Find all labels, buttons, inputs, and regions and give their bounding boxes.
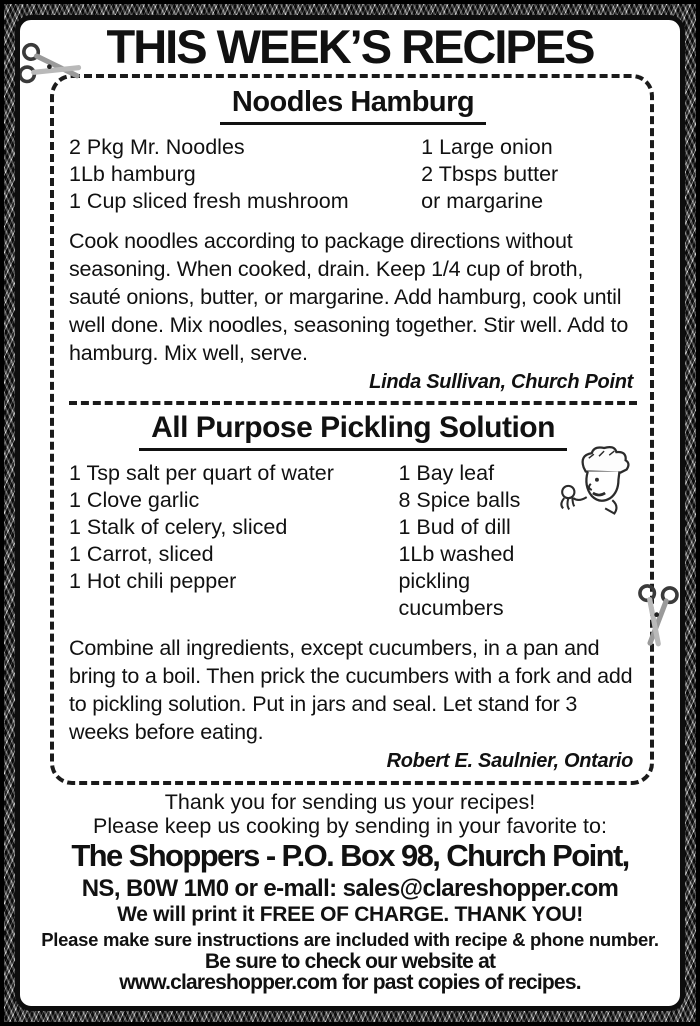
instructions-note: Please make sure instructions are included with recipe & phone number. <box>41 928 659 950</box>
thanks-line: Thank you for sending us your recipes! <box>164 790 536 815</box>
textured-border <box>4 4 696 1022</box>
ingredient-item: or margarine <box>421 189 544 214</box>
ingredient-item: 1Lb hamburg <box>69 161 196 186</box>
scissors-icon <box>15 39 88 101</box>
ingredient-item: 2 Pkg Mr. Noodles <box>69 134 245 159</box>
ingredient-item: 1 Bud of dill <box>398 514 511 539</box>
recipe-title: Noodles Hamburg <box>69 86 637 125</box>
ingredient-item: 1 Carrot, sliced <box>69 542 214 567</box>
free-of-charge-line: We will print it FREE OF CHARGE. THANK YOU! <box>117 903 583 927</box>
website-line-1: Be sure to check our website at <box>204 949 496 973</box>
ingredient-list-left <box>69 460 398 622</box>
recipe-noodles-hamburg <box>69 86 637 394</box>
recipe-attribution: Linda Sullivan, Church Point <box>369 370 633 393</box>
chef-illustration <box>555 444 643 540</box>
ingredient-list-left <box>69 134 421 215</box>
white-panel <box>15 15 685 1011</box>
ingredient-list-right <box>421 134 637 215</box>
recipe-pickling-solution <box>69 411 637 773</box>
ingredient-columns <box>69 134 637 215</box>
address-line-2: NS, B0W 1M0 or e-mall: sales@clareshopper.com <box>81 874 619 902</box>
recipe-title: All Purpose Pickling Solution <box>69 411 637 451</box>
ingredient-item: 1 Hot chili pepper <box>69 569 237 594</box>
ingredient-item: 8 Spice balls <box>398 487 521 512</box>
address-line-1: The Shoppers - P.O. Box 98, Church Point, <box>71 838 629 874</box>
dashed-divider <box>69 401 637 405</box>
ingredient-item: 1 Cup sliced fresh mushroom <box>69 189 349 214</box>
recipe-instructions: Combine all ingredients, except cucumbers, in a pan and bring to a boil. Then prick the cucumbers with a fork and add to pickling solution. Put in jars and seal. Let stand for 3 weeks before eating. <box>69 636 633 745</box>
recipe-coupon <box>50 74 654 785</box>
ingredient-item: 1 Tsp salt per quart of water <box>69 460 334 485</box>
page-title: THIS WEEK’S RECIPES <box>106 20 594 73</box>
website-line-2: www.clareshopper.com for past copies of recipes. <box>119 970 581 994</box>
ingredient-item: 1 Large onion <box>421 134 553 159</box>
ingredient-item: 1 Bay leaf <box>398 460 495 485</box>
ingredient-item: 1 Clove garlic <box>69 487 200 512</box>
ingredient-item: 2 Tbsps butter <box>421 161 559 186</box>
ingredient-columns <box>69 460 637 622</box>
scissors-icon <box>626 582 683 652</box>
submission-footer <box>20 791 680 994</box>
ingredient-item: 1Lb washed pickling cucumbers <box>398 542 515 621</box>
recipe-attribution: Robert E. Saulnier, Ontario <box>386 750 633 773</box>
ingredient-item: 1 Stalk of celery, sliced <box>69 514 288 539</box>
recipe-instructions: Cook noodles according to package directions without seasoning. When cooked, drain. Keep 1/4 cup of broth, sauté onions, butter, or margarine. Add hamburg, cook until well done. Mix noodles, seasoning together. Stir well. Add to hamburg. Mix well, serve. <box>69 229 629 365</box>
keep-cooking-line: Please keep us cooking by sending in your favorite to: <box>93 813 607 838</box>
